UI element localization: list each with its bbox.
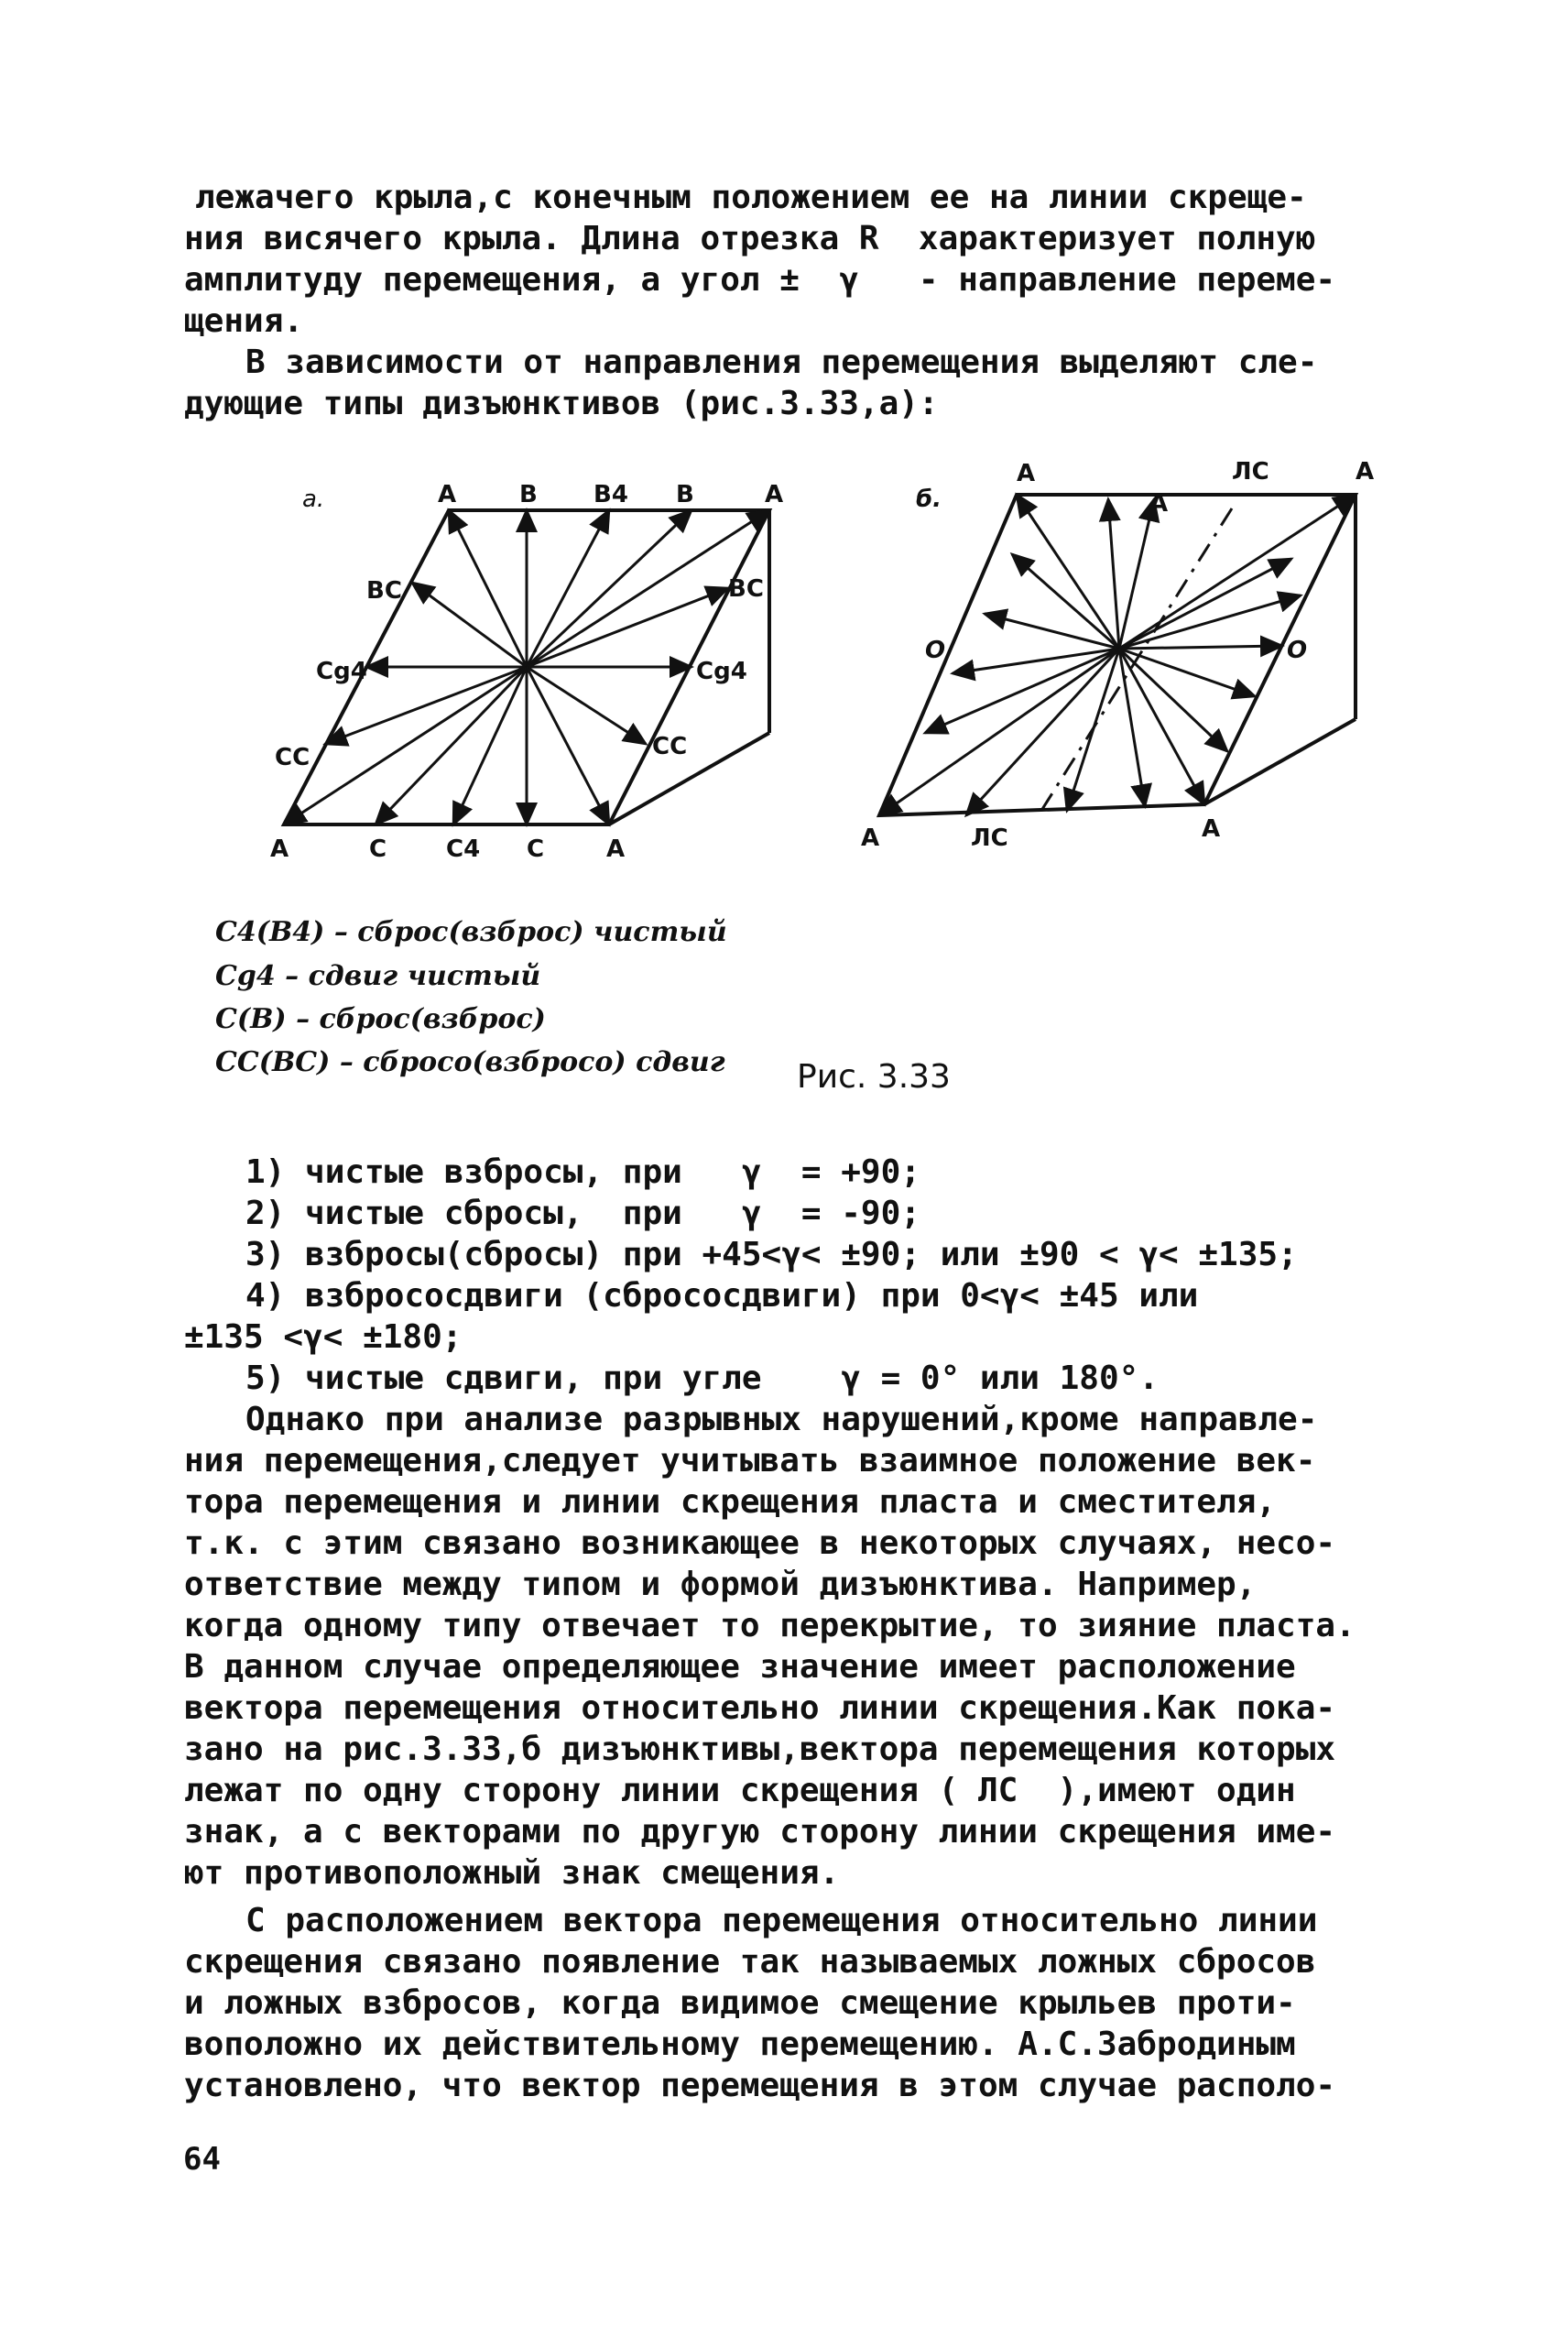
- text-line: т.к. с этим связано возникающее в некоторых случаях, несо-: [184, 1524, 1336, 1562]
- list-item: 4) взбрососдвиги (сбрососдвиги) при 0<γ< ±45 или: [245, 1277, 1199, 1315]
- panel-a-right-label: Cg4: [696, 658, 747, 685]
- panel-a-bottom-label: А: [270, 835, 289, 863]
- panel-a-left-label: СС: [275, 744, 310, 771]
- panel-a-bottom-label: А: [606, 835, 626, 863]
- panel-a-bottom-label: С: [369, 835, 387, 863]
- text-line: вектора перемещения относительно линии скрещения.Как пока-: [184, 1689, 1336, 1727]
- text-line: тора перемещения и линии скрещения пласта и сместителя,: [184, 1483, 1277, 1521]
- text-line: ния перемещения,следует учитывать взаимное положение век-: [184, 1442, 1316, 1480]
- text-line: лежачего крыла,с конечным положением ее на линии скреще-: [195, 179, 1307, 216]
- panel-a-title: а.: [302, 486, 325, 513]
- panel-b-ray: [1067, 649, 1119, 811]
- panel-a-top-label: В4: [593, 481, 628, 508]
- panel-a-right-label: ВС: [728, 575, 764, 603]
- panel-a-top-label: В: [676, 481, 694, 508]
- page-number: 64: [183, 2141, 221, 2178]
- panel-b-ray: [1108, 499, 1119, 649]
- panel-a-ray: [527, 667, 609, 824]
- panel-a-ray: [527, 510, 691, 667]
- panel-b-side-label: О: [925, 637, 946, 664]
- text-line: зано на рис.3.33,б дизъюнктивы,вектора перемещения которых: [184, 1731, 1336, 1768]
- panel-a-bottom-label: С4: [446, 835, 481, 863]
- panel-b-ray: [1119, 649, 1255, 696]
- panel-a-top-label: А: [765, 481, 784, 508]
- panel-b-ray: [966, 649, 1119, 815]
- panel-a-bottom-label: С: [527, 835, 545, 863]
- text-line: В зависимости от направления перемещения выделяют сле-: [245, 344, 1318, 381]
- panel-b-ray: [1119, 646, 1282, 649]
- panel-b-crossing-line: [1040, 508, 1232, 814]
- text-line: установлено, что вектор перемещения в этом случае располо-: [184, 2067, 1336, 2104]
- text-line: щения.: [184, 302, 304, 340]
- list-item: ±135 <γ< ±180;: [184, 1318, 463, 1356]
- legend-line: Cg4 – сдвиг чистый: [215, 960, 541, 992]
- text-line: ния висячего крыла. Длина отрезка R характеризует полную: [184, 220, 1316, 257]
- panel-b-ray: [1119, 495, 1356, 649]
- figure-caption: Рис. 3.33: [797, 1058, 951, 1096]
- panel-a-top-label: А: [438, 481, 457, 508]
- text-line: скрещения связано появление так называемых ложных сбросов: [184, 1943, 1316, 1981]
- legend-line: С(В) – сброс(взброс): [215, 1003, 546, 1035]
- panel-b-top-label: А: [1017, 460, 1036, 487]
- panel-a-left-label: Cg4: [316, 658, 367, 685]
- panel-b-ray: [953, 649, 1119, 673]
- panel-a-ray: [527, 510, 609, 667]
- panel-b-title: б.: [916, 486, 942, 513]
- list-item: 5) чистые сдвиги, при угле γ = 0° или 180°.: [245, 1360, 1159, 1397]
- panel-b-side-label: О: [1287, 637, 1308, 664]
- list-item: 1) чистые взбросы, при γ = +90;: [245, 1153, 920, 1191]
- panel-b-ray: [1119, 649, 1227, 751]
- panel-b-bottom-label: А: [861, 824, 880, 852]
- legend-line: СС(ВС) – сбросо(взбросо) сдвиг: [215, 1046, 725, 1078]
- text-line: В данном случае определяющее значение имеет расположение: [184, 1648, 1296, 1686]
- panel-a-ray: [376, 667, 527, 824]
- text-line: дующие типы дизъюнктивов (рис.3.33,а):: [184, 385, 939, 422]
- panel-a-ray: [527, 588, 728, 667]
- legend-line: С4(В4) – сброс(взброс) чистый: [215, 916, 727, 948]
- text-line: воположно их действительному перемещению. А.С.Забродиным: [184, 2026, 1296, 2063]
- panel-a-left-label: ВС: [366, 577, 402, 605]
- text-line: С расположением вектора перемещения относительно линии: [245, 1902, 1318, 1939]
- panel-b-ray: [1119, 499, 1154, 649]
- text-line: лежат по одну сторону линии скрещения ( ЛС ),имеют один: [184, 1772, 1296, 1809]
- text-line: и ложных взбросов, когда видимое смещение крыльев проти-: [184, 1984, 1296, 2022]
- panel-a-ray: [412, 583, 527, 667]
- panel-b-ray: [1119, 595, 1301, 649]
- panel-a-ray: [449, 510, 527, 667]
- panel-b-bottom-label: А: [1202, 815, 1221, 843]
- list-item: 2) чистые сбросы, при γ = -90;: [245, 1195, 920, 1232]
- text-line: когда одному типу отвечает то перекрытие, то зияние пласта.: [184, 1607, 1356, 1644]
- text-line: Однако при анализе разрывных нарушений,кроме направле-: [245, 1401, 1318, 1438]
- text-line: ют противоположный знак смещения.: [184, 1854, 840, 1892]
- text-line: ответствие между типом и формой дизъюнктива. Например,: [184, 1566, 1257, 1603]
- list-item: 3) взбросы(сбросы) при +45<γ< ±90; или ±90 < γ< ±135;: [245, 1236, 1298, 1273]
- panel-b-top-label: ЛС: [1232, 458, 1269, 486]
- panel-b-top-label: А: [1356, 458, 1375, 486]
- text-line: амплитуду перемещения, а угол ± γ - направление переме-: [184, 261, 1336, 299]
- panel-b-ray: [925, 649, 1119, 733]
- panel-a-ray: [527, 667, 646, 744]
- panel-b-ray: [1119, 559, 1291, 649]
- text-line: знак, а с векторами по другую сторону линии скрещения име-: [184, 1813, 1336, 1851]
- panel-a-right-label: СС: [652, 733, 688, 760]
- panel-b-rays: [879, 495, 1356, 815]
- panel-b-diagram: [879, 495, 1356, 815]
- panel-a-top-label: В: [519, 481, 538, 508]
- panel-b-top-label: А: [1149, 490, 1169, 518]
- panel-b-bottom-label: ЛС: [971, 824, 1008, 852]
